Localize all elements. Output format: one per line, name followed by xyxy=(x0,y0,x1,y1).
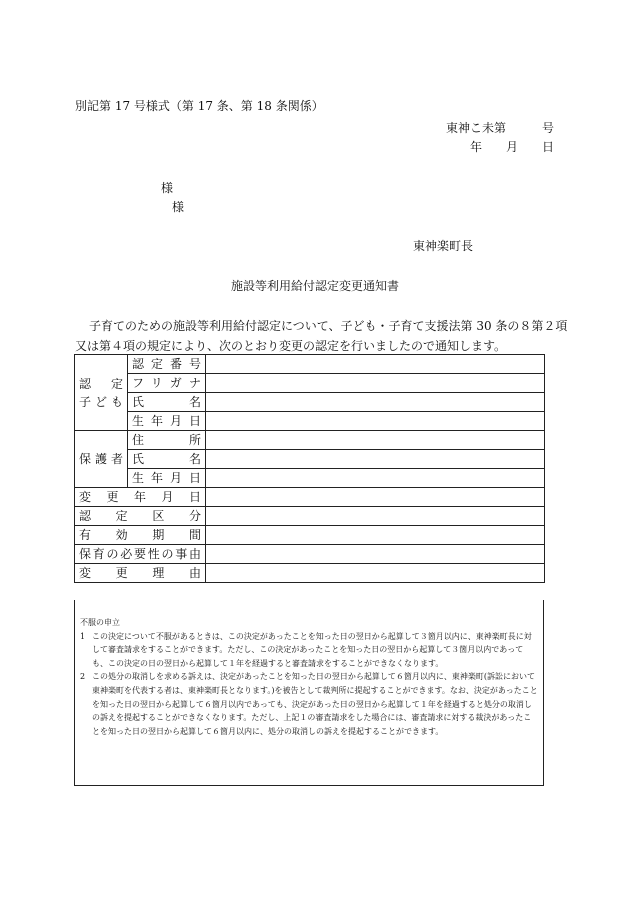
field-label xyxy=(128,450,206,469)
table-row xyxy=(75,450,545,469)
objection-item xyxy=(80,630,538,671)
field-value xyxy=(206,374,545,393)
field-label xyxy=(75,507,206,526)
table-row xyxy=(75,488,545,507)
field-value xyxy=(206,355,545,374)
document-number: 東神こ未第 号 xyxy=(446,121,555,135)
field-value xyxy=(206,526,545,545)
document-title: 施設等利用給付認定変更通知書 xyxy=(231,279,400,293)
field-label xyxy=(128,374,206,393)
addressee-suffix: 様 xyxy=(161,181,174,195)
field-label-text: フリガナ xyxy=(132,376,201,390)
field-label-text: 有効期間 xyxy=(79,528,201,542)
field-label-text: 生年月日 xyxy=(132,471,201,485)
guardian-group-text: 保護者 xyxy=(79,452,123,466)
objection-item-number: 2 xyxy=(80,672,86,682)
issuer-name: 東神楽町長 xyxy=(413,239,474,253)
issue-date: 年 月 日 xyxy=(470,140,555,154)
field-label-text: 氏名 xyxy=(132,395,201,409)
field-label xyxy=(128,431,206,450)
table-row xyxy=(75,431,545,450)
objection-item-text: この決定について不服があるときは、この決定があったことを知った日の翌日から起算して３箇月以内に、東神楽町長に対して審査請求をすることができます。ただし、この決定があったことを知った日の翌日から起算して３箇月以内であっても、この決定の日の翌日から起算して１年を経過すると審査請求をすることができなくなります。 xyxy=(92,631,532,668)
objection-heading: 不服の申立 xyxy=(80,618,120,627)
field-label xyxy=(75,488,206,507)
field-label-text: 認定番号 xyxy=(132,357,201,371)
table-row xyxy=(75,469,545,488)
field-label xyxy=(75,564,206,583)
field-label xyxy=(75,526,206,545)
table-row xyxy=(75,564,545,583)
addressee-suffix: 様 xyxy=(172,200,185,214)
table-row xyxy=(75,412,545,431)
body-text-line: 又は第４項の規定により、次のとおり変更の認定を行いましたので通知します。 xyxy=(75,339,507,353)
field-label-text: 氏名 xyxy=(132,452,201,466)
field-value xyxy=(206,564,545,583)
field-value xyxy=(206,488,545,507)
table-row xyxy=(75,545,545,564)
objection-item xyxy=(80,670,538,738)
table-row xyxy=(75,507,545,526)
field-label xyxy=(128,469,206,488)
field-label-text: 保育の必要性の事由 xyxy=(79,547,201,561)
field-label-text: 変更理由 xyxy=(79,566,201,580)
field-label-text: 住所 xyxy=(132,433,201,447)
certification-table xyxy=(74,354,545,583)
field-label xyxy=(128,393,206,412)
field-label-text: 生年月日 xyxy=(132,414,201,428)
field-value xyxy=(206,412,545,431)
objection-item-number: 1 xyxy=(80,631,86,641)
child-group-line: 認 定 xyxy=(79,376,123,391)
field-value xyxy=(206,507,545,526)
child-group-label xyxy=(75,355,128,431)
field-label xyxy=(128,412,206,431)
guardian-group-label xyxy=(75,431,128,488)
child-group-line: 子ども xyxy=(79,394,123,409)
table-row xyxy=(75,393,545,412)
field-label-text: 認定区分 xyxy=(79,509,201,523)
body-text-line: 子育てのための施設等利用給付認定について、子ども・子育て支援法第 30 条の８第２項 xyxy=(89,319,568,333)
field-label xyxy=(75,545,206,564)
field-value xyxy=(206,450,545,469)
form-reference: 別記第 17 号様式（第 17 条、第 18 条関係） xyxy=(75,99,324,113)
table-row xyxy=(75,355,545,374)
field-label-text: 変更年月日 xyxy=(79,490,201,504)
objection-notice-box xyxy=(74,600,544,786)
field-label xyxy=(128,355,206,374)
objection-item-text: この処分の取消しを求める訴えは、決定があったことを知った日の翌日から起算して６箇月以内に、東神楽町(訴訟において東神楽町を代表する者は、東神楽町長となります。)を被告として裁判所に提起することができます。なお、決定があったことを知った日の翌日から起算して６箇月以内であっても、決定があった日の翌日から起算して１年を経過すると処分の取消しの訴えを提起することができなくなります。ただし、上記１の審査請求をした場合には、審査請求に対する裁決があったことを知った日の翌日から起算して６箇月以内に、処分の取消しの訴えを提起することができます。 xyxy=(92,672,538,736)
table-row xyxy=(75,374,545,393)
field-value xyxy=(206,431,545,450)
field-value xyxy=(206,393,545,412)
field-value xyxy=(206,545,545,564)
table-row xyxy=(75,526,545,545)
field-value xyxy=(206,469,545,488)
